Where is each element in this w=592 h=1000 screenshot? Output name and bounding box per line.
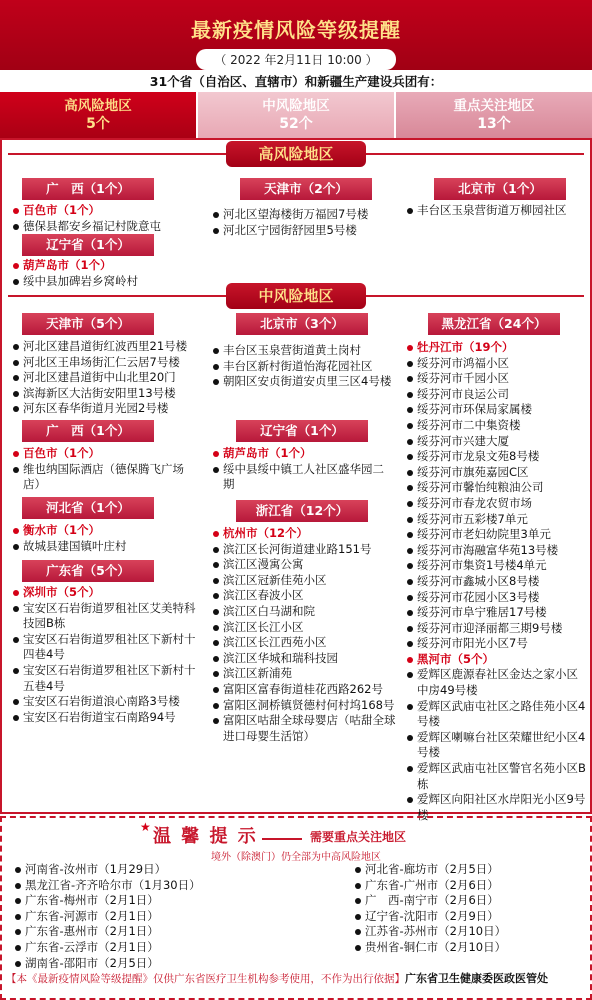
summary-line: 31个省（自治区、直辖市）和新疆生产建设兵团有： xyxy=(149,74,443,89)
list-item: 河北区宁园街舒园里5号楼 xyxy=(212,223,412,239)
high-tianjin-list xyxy=(212,207,412,238)
list-item: 滨江区漫寓公寓 xyxy=(212,557,398,573)
risk-summary-count: 13个 xyxy=(477,116,511,132)
city-label: 葫芦岛市（1个） xyxy=(212,446,392,462)
list-item: 贵州省-铜仁市（2月10日） xyxy=(354,940,584,956)
list-item: 滨江区春波小区 xyxy=(212,588,398,604)
list-item: 湖南省-邵阳市（2月5日） xyxy=(14,956,274,972)
list-item: 宝安区石岩街道浪心南路3号楼 xyxy=(12,694,197,710)
list-item: 绥芬河市老妇幼院里3单元 xyxy=(406,527,588,543)
list-item: 德保县都安乡福记村陇意屯 xyxy=(12,219,197,235)
city-label: 葫芦岛市（1个） xyxy=(12,258,197,274)
list-item: 绥芬河市良运公司 xyxy=(406,387,588,403)
list-item: 绥芬河市春龙农贸市场 xyxy=(406,496,588,512)
mid-heilongjiang-pill: 黑龙江省（24个） xyxy=(428,313,560,335)
list-item: 宝安区石岩街道罗租社区下新村十五巷4号 xyxy=(12,663,197,694)
list-item: 滨海新区大沽街安阳里13号楼 xyxy=(12,386,207,402)
list-item: 绥中县加碑岩乡窝岭村 xyxy=(12,274,197,290)
list-item: 河北区建昌道街红波西里21号楼 xyxy=(12,339,207,355)
high-beijing-list xyxy=(406,203,588,219)
tip-dash xyxy=(262,838,302,840)
high-guangxi-list xyxy=(12,203,197,234)
list-item: 宝安区石岩街道罗租社区下新村十四巷4号 xyxy=(12,632,197,663)
list-item: 宝安区石岩街道罗租社区艾美特科技园B栋 xyxy=(12,601,197,632)
footer xyxy=(6,970,588,986)
list-item: 绥芬河市旗苑嘉园C区 xyxy=(406,465,588,481)
risk-summary-count: 52个 xyxy=(279,116,313,132)
list-item: 绥芬河市鑫城小区8号楼 xyxy=(406,574,588,590)
list-item: 绥芬河市二中集资楼 xyxy=(406,418,588,434)
risk-summary-label: 重点关注地区 xyxy=(453,98,535,114)
high-beijing-pill: 北京市（1个） xyxy=(434,178,566,200)
list-item: 绥芬河市龙泉文苑8号楼 xyxy=(406,449,588,465)
high-liaoning-pill: 辽宁省（1个） xyxy=(22,234,154,256)
risk-summary-label: 高风险地区 xyxy=(64,98,132,114)
page-title: 最新疫情风险等级提醒 xyxy=(191,18,401,42)
footer-org: 广东省卫生健康委医政医管处 xyxy=(405,972,548,985)
list-item: 绥芬河市千园小区 xyxy=(406,371,588,387)
list-item: 丰台区玉泉营街道万柳园社区 xyxy=(406,203,588,219)
list-item: 河北区建昌道街中山北里20门 xyxy=(12,370,207,386)
list-item: 广东省-云浮市（2月1日） xyxy=(14,940,274,956)
list-item: 富阳区富春街道桂花西路262号 xyxy=(212,682,398,698)
tip-title: 温 馨 提 示 xyxy=(153,826,258,847)
star-icon: ★ xyxy=(140,820,151,834)
list-item: 滨江区白马湖和院 xyxy=(212,604,398,620)
list-item: 维也纳国际酒店（德保腾飞广场店） xyxy=(12,462,187,493)
list-item: 河东区春华街道月光园2号楼 xyxy=(12,401,207,417)
mid-heilongjiang-list xyxy=(406,340,588,823)
list-item: 富阳区咕甜全球母婴店（咕甜全球进口母婴生活馆） xyxy=(212,713,398,744)
risk-summary-high xyxy=(0,92,196,138)
mid-guangxi-list xyxy=(12,446,187,493)
list-item: 宝安区石岩街道宝石南路94号 xyxy=(12,710,197,726)
list-item: 故城县建国镇叶庄村 xyxy=(12,539,197,555)
risk-summary-count: 5个 xyxy=(86,116,110,132)
list-item: 绥芬河市鸿福小区 xyxy=(406,356,588,372)
risk-summary-focus xyxy=(396,92,592,138)
list-item: 河南省-汝州市（1月29日） xyxy=(14,862,274,878)
list-item: 广 西-南宁市（2月6日） xyxy=(354,893,584,909)
list-item: 滨江区华城和瑞科技园 xyxy=(212,651,398,667)
list-item: 广东省-河源市（2月1日） xyxy=(14,909,274,925)
list-item: 滨江区冠新佳苑小区 xyxy=(212,573,398,589)
list-item: 江苏省-苏州市（2月10日） xyxy=(354,924,584,940)
list-item: 爱辉区鹿源春社区金达之家小区中房49号楼 xyxy=(406,667,588,698)
list-item: 绥芬河市阜宁雅居17号楼 xyxy=(406,605,588,621)
list-item: 滨江区长江小区 xyxy=(212,620,398,636)
risk-summary-row xyxy=(0,92,592,138)
tip-list-left xyxy=(14,862,274,971)
mid-guangdong-pill: 广东省（5个） xyxy=(22,560,154,582)
mid-hebei-pill: 河北省（1个） xyxy=(22,497,154,519)
list-item: 广东省-广州市（2月6日） xyxy=(354,878,584,894)
list-item: 爱辉区武庙屯社区之路佳苑小区4号楼 xyxy=(406,699,588,730)
list-item: 广东省-梅州市（2月1日） xyxy=(14,893,274,909)
city-label: 百色市（1个） xyxy=(12,203,197,219)
city-label: 百色市（1个） xyxy=(12,446,187,462)
tip-list-right xyxy=(354,862,584,956)
mid-tianjin-pill: 天津市（5个） xyxy=(22,313,154,335)
city-label: 杭州市（12个） xyxy=(212,526,398,542)
tip-note: 境外（除澳门）仍全部为中高风险地区 xyxy=(211,852,381,863)
list-item: 河北区王串场街汇仁云居7号楼 xyxy=(12,355,207,371)
list-item: 绥芬河市迎泽丽都三期9号楼 xyxy=(406,621,588,637)
mid-guangxi-pill: 广 西（1个） xyxy=(22,420,154,442)
list-item: 河北省-廊坊市（2月5日） xyxy=(354,862,584,878)
list-item: 绥芬河市环保局家属楼 xyxy=(406,402,588,418)
high-tianjin-pill: 天津市（2个） xyxy=(240,178,372,200)
list-item: 黑龙江省-齐齐哈尔市（1月30日） xyxy=(14,878,274,894)
list-item: 绥中县绥中镇工人社区盛华园二期 xyxy=(212,462,392,493)
list-item: 辽宁省-沈阳市（2月9日） xyxy=(354,909,584,925)
list-item: 绥芬河市花园小区3号楼 xyxy=(406,590,588,606)
tip-subtitle: 需要重点关注地区 xyxy=(310,830,407,844)
city-label: 深圳市（5个） xyxy=(12,585,197,601)
list-item: 爱辉区向阳社区水岸阳光小区9号楼 xyxy=(406,792,588,823)
mid-risk-banner: 中风险地区 xyxy=(226,283,366,309)
header xyxy=(0,0,592,70)
mid-liaoning-list xyxy=(212,446,392,493)
list-item: 绥芬河市馨怡纯粮油公司 xyxy=(406,480,588,496)
list-item: 绥芬河市兴建大厦 xyxy=(406,434,588,450)
risk-summary-label: 中风险地区 xyxy=(262,98,330,114)
mid-beijing-pill: 北京市（3个） xyxy=(236,313,368,335)
list-item: 滨江区新浦苑 xyxy=(212,666,398,682)
mid-beijing-list xyxy=(212,343,397,390)
list-item: 绥芬河市海融富华苑13号楼 xyxy=(406,543,588,559)
mid-liaoning-pill: 辽宁省（1个） xyxy=(236,420,368,442)
list-item: 绥芬河市阳光小区7号 xyxy=(406,636,588,652)
city-label: 衡水市（1个） xyxy=(12,523,197,539)
list-item: 丰台区玉泉营街道黄土岗村 xyxy=(212,343,397,359)
city-label: 黑河市（5个） xyxy=(406,652,588,668)
mid-hebei-list xyxy=(12,523,197,554)
mid-zhejiang-list xyxy=(212,526,398,744)
list-item: 广东省-惠州市（2月1日） xyxy=(14,924,274,940)
list-item: 爱辉区喇嘛台社区荣耀世纪小区4号楼 xyxy=(406,730,588,761)
city-label: 牡丹江市（19个） xyxy=(406,340,588,356)
high-guangxi-pill: 广 西（1个） xyxy=(22,178,154,200)
list-item: 滨江区长河街道建业路151号 xyxy=(212,542,398,558)
mid-guangdong-list xyxy=(12,585,197,725)
update-date: （ 2022 年2月11日 10:00 ） xyxy=(196,49,395,70)
high-risk-banner: 高风险地区 xyxy=(226,141,366,167)
list-item: 爱辉区武庙屯社区警官名苑小区B栋 xyxy=(406,761,588,792)
list-item: 河北区望海楼街万福园7号楼 xyxy=(212,207,412,223)
risk-summary-mid xyxy=(198,92,394,138)
list-item: 丰台区新村街道怡海花园社区 xyxy=(212,359,397,375)
list-item: 绥芬河市集资1号楼4单元 xyxy=(406,558,588,574)
list-item: 富阳区洞桥镇贤德村何村坞168号 xyxy=(212,698,398,714)
high-liaoning-list xyxy=(12,258,197,289)
list-item: 绥芬河市五彩楼7单元 xyxy=(406,512,588,528)
footer-note: 【本《最新疫情风险等级提醒》仅供广东省医疗卫生机构参考使用，不作为出行依据】 xyxy=(6,973,405,985)
mid-zhejiang-pill: 浙江省（12个） xyxy=(236,500,368,522)
list-item: 朝阳区安贞街道安贞里三区4号楼 xyxy=(212,374,397,390)
list-item: 滨江区长江西苑小区 xyxy=(212,635,398,651)
mid-tianjin-list xyxy=(12,339,207,417)
